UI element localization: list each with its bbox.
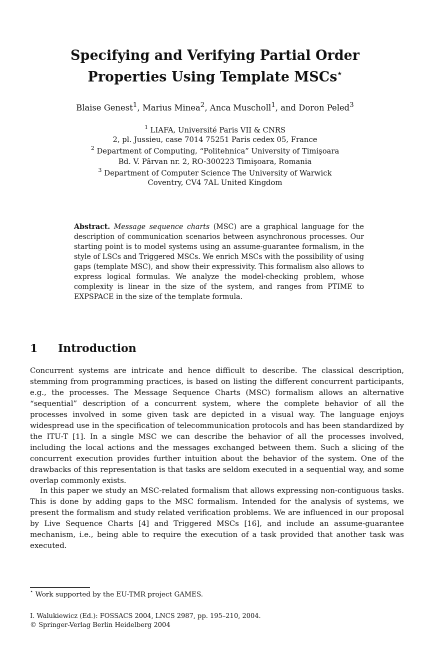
affiliation-1-line-1 xyxy=(40,124,390,135)
paper-title xyxy=(40,48,390,87)
abstract xyxy=(74,222,364,302)
footer-citation: I. Walukiewicz (Ed.): FOSSACS 2004, LNCS 2987, pp. 195–210, 2004. xyxy=(30,612,261,620)
abstract-italic-term: Message sequence charts xyxy=(113,222,210,231)
footnote xyxy=(30,588,203,599)
title-line-2-text: Properties Using Template MSCs xyxy=(87,69,338,86)
affiliation-mark: 1 xyxy=(144,125,148,131)
title-line-2 xyxy=(40,65,390,87)
footnote-text: Work supported by the EU-TMR project GAMES. xyxy=(35,590,204,599)
paragraph: Concurrent systems are intricate and hence difficult to describe. The classical description, stemming from programming practices, is based on listing the different concurrent participants, e.g., the processes. The Message Sequence Charts (MSC) formalism allows an alternative “sequential” description of a concurrent system, where the complete behavior of all the processes involved in some given task are depicted in a visual way. The language enjoys widespread use in the specification of telecommunication protocols and has been standardized by the ITU-T [1]. In a single MSC we can describe the behavior of all the processes involved, including the local actions and the messages exchanged between them. Such a slicing of the concurrent execution provides further intuition about the behavior of the system. One of the drawbacks of this representation is that tasks are seldom executed in a sequential way, and some overlap commonly exists. xyxy=(30,366,404,485)
affiliation-mark: 2 xyxy=(90,146,95,153)
abstract-label: Abstract. xyxy=(74,222,111,231)
affiliation-3-line-1 xyxy=(40,167,390,178)
affiliations xyxy=(40,124,390,188)
footnote-mark: ⋆ xyxy=(30,589,34,595)
body-text xyxy=(30,366,404,552)
author-mark: 2 xyxy=(200,101,205,109)
paragraph: In this paper we study an MSC-related formalism that allows expressing non-contiguous tasks. This is done by adding gaps to the MSC formalism. Intended for the analysis of systems, we present the formalism and study related verification problems. We are influenced in our proposal by Live Sequence Charts [4] and Triggered MSCs [16], and include an assume-guarantee mechanism, i.e., being able to require the execution of a task provided that another task was executed. xyxy=(30,486,404,551)
affiliation-text: Department of Computer Science The University of Warwick xyxy=(104,168,332,178)
section-number: 1 xyxy=(30,342,38,355)
affiliation-text: Department of Computing, “Politehnica” University of Timişoara xyxy=(96,146,340,156)
title-footnote-mark: ⋆ xyxy=(337,68,343,78)
footer-copyright: © Springer-Verlag Berlin Heidelberg 2004 xyxy=(30,620,171,629)
affiliation-text: LIAFA, Université Paris VII & CNRS xyxy=(150,125,286,135)
author-mark: 1 xyxy=(132,101,138,109)
affiliation-mark: 3 xyxy=(98,167,102,174)
affiliation-3-line-2: Coventry, CV4 7AL United Kingdom xyxy=(147,177,283,187)
section-title: Introduction xyxy=(58,342,137,355)
author-name: Marius Minea xyxy=(142,102,201,113)
publication-footer xyxy=(30,612,261,629)
affiliation-2-line-2: Bd. V. Pârvan nr. 2, RO-300223 Timişoara, Romania xyxy=(118,156,312,166)
author-mark: 1 xyxy=(271,101,276,109)
abstract-text: (MSC) are a graphical language for the description of communication scenarios between asynchronous processes. Our starting point is to model systems using an assume-guarantee formalism, in the style of LSCs and Triggered MSCs. We enrich MSCs with the possibility of using gaps (template MSC), and show their expressivity. This formalism also allows to express logical formulas. We analyze the model-checking problem, whose complexity is linear in the size of the system, and ranges from PTIME to EXPSPACE in the size of the template formula. xyxy=(74,222,364,301)
author-mark: 3 xyxy=(349,101,354,109)
affiliation-2-line-1 xyxy=(40,145,390,156)
author-name: Anca Muscholl xyxy=(209,102,272,113)
title-line-1: Specifying and Verifying Partial Order xyxy=(70,48,360,64)
author-list: Blaise Genest$^1$, Marius Minea$^2$, Anca Muscholl$^1$, and Doron Peled$^3$ xyxy=(76,101,354,113)
author-name: Blaise Genest xyxy=(76,102,133,113)
affiliation-1-line-2: 2, pl. Jussieu, case 7014 75251 Paris cedex 05, France xyxy=(112,135,318,145)
author-name: Doron Peled xyxy=(298,102,350,113)
section-heading xyxy=(30,342,136,355)
